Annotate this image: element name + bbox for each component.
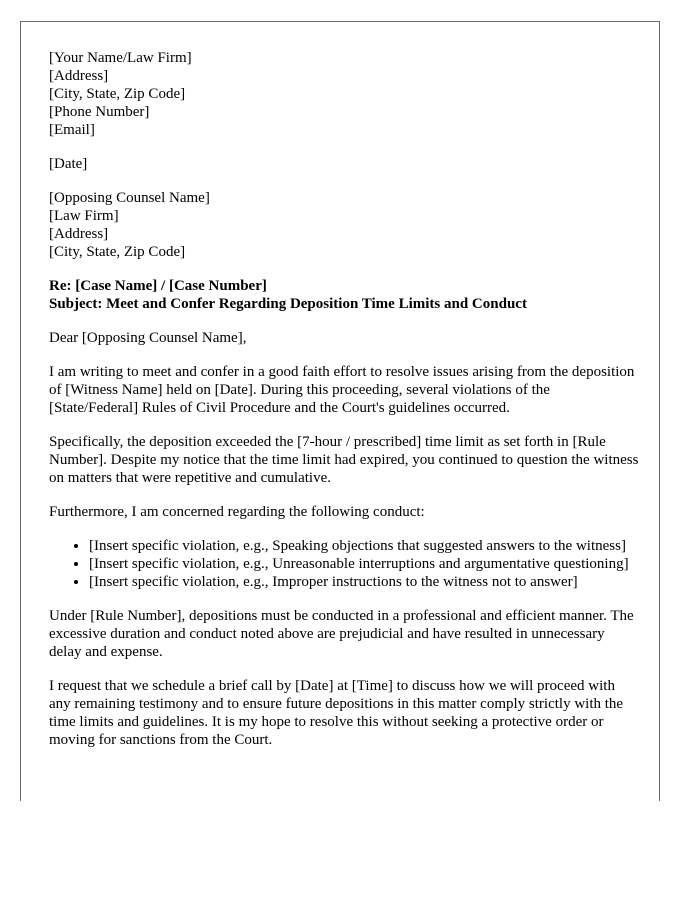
letter-date: [Date] [49, 156, 88, 172]
paragraph-intro: I am writing to meet and confer in a good faith effort to resolve issues arising from the deposition of [Witness Name] held on [Date]. During this proceeding, several violations of the [State/Federal] Rules of Civil Procedure and the Court's guidelines occurred. [49, 364, 635, 416]
salutation: Dear [Opposing Counsel Name], [49, 330, 247, 346]
recipient-firm: [Law Firm] [49, 208, 119, 224]
recipient-block [49, 189, 639, 261]
list-item: • [Insert specific violation, e.g., Speaking objections that suggested answers to the witness] [89, 537, 639, 555]
letter-body [49, 49, 639, 765]
sender-email: [Email] [49, 122, 95, 138]
date-block [49, 155, 639, 173]
paragraph-request: I request that we schedule a brief call by [Date] at [Time] to discuss how we will proceed with any remaining testimony and to ensure future depositions in this matter comply strictly with the time limits and guidelines. It is my hope to resolve this without seeking a protective order or moving for sanctions from the Court. [49, 678, 624, 748]
letter-page [20, 21, 660, 801]
sender-phone: [Phone Number] [49, 104, 150, 120]
subject-block [49, 277, 639, 313]
paragraph-time-limit: Specifically, the deposition exceeded the [7-hour / prescribed] time limit as set forth in [Rule Number]. Despite my notice that the time limit had expired, you continued to question the witness on matters that were repetitive and cumulative. [49, 434, 639, 486]
re-line: Re: [Case Name] / [Case Number] [49, 278, 267, 294]
sender-address: [Address] [49, 68, 109, 84]
recipient-address: [Address] [49, 226, 109, 242]
paragraph-rule: Under [Rule Number], depositions must be conducted in a professional and efficient manner. The excessive duration and conduct noted above are prejudicial and have resulted in unnecessary delay and expense. [49, 608, 634, 660]
sender-city: [City, State, Zip Code] [49, 86, 186, 102]
list-item: • [Insert specific violation, e.g., Unreasonable interruptions and argumentative questioning] [89, 555, 639, 573]
sender-name: [Your Name/Law Firm] [49, 50, 192, 66]
recipient-name: [Opposing Counsel Name] [49, 190, 210, 206]
subject-line: Subject: Meet and Confer Regarding Deposition Time Limits and Conduct [49, 296, 527, 312]
sender-block [49, 49, 639, 139]
paragraph-conduct-lead: Furthermore, I am concerned regarding the following conduct: [49, 504, 425, 520]
recipient-city: [City, State, Zip Code] [49, 244, 186, 260]
violation-list [49, 537, 639, 591]
list-item: • [Insert specific violation, e.g., Improper instructions to the witness not to answer] [89, 573, 639, 591]
